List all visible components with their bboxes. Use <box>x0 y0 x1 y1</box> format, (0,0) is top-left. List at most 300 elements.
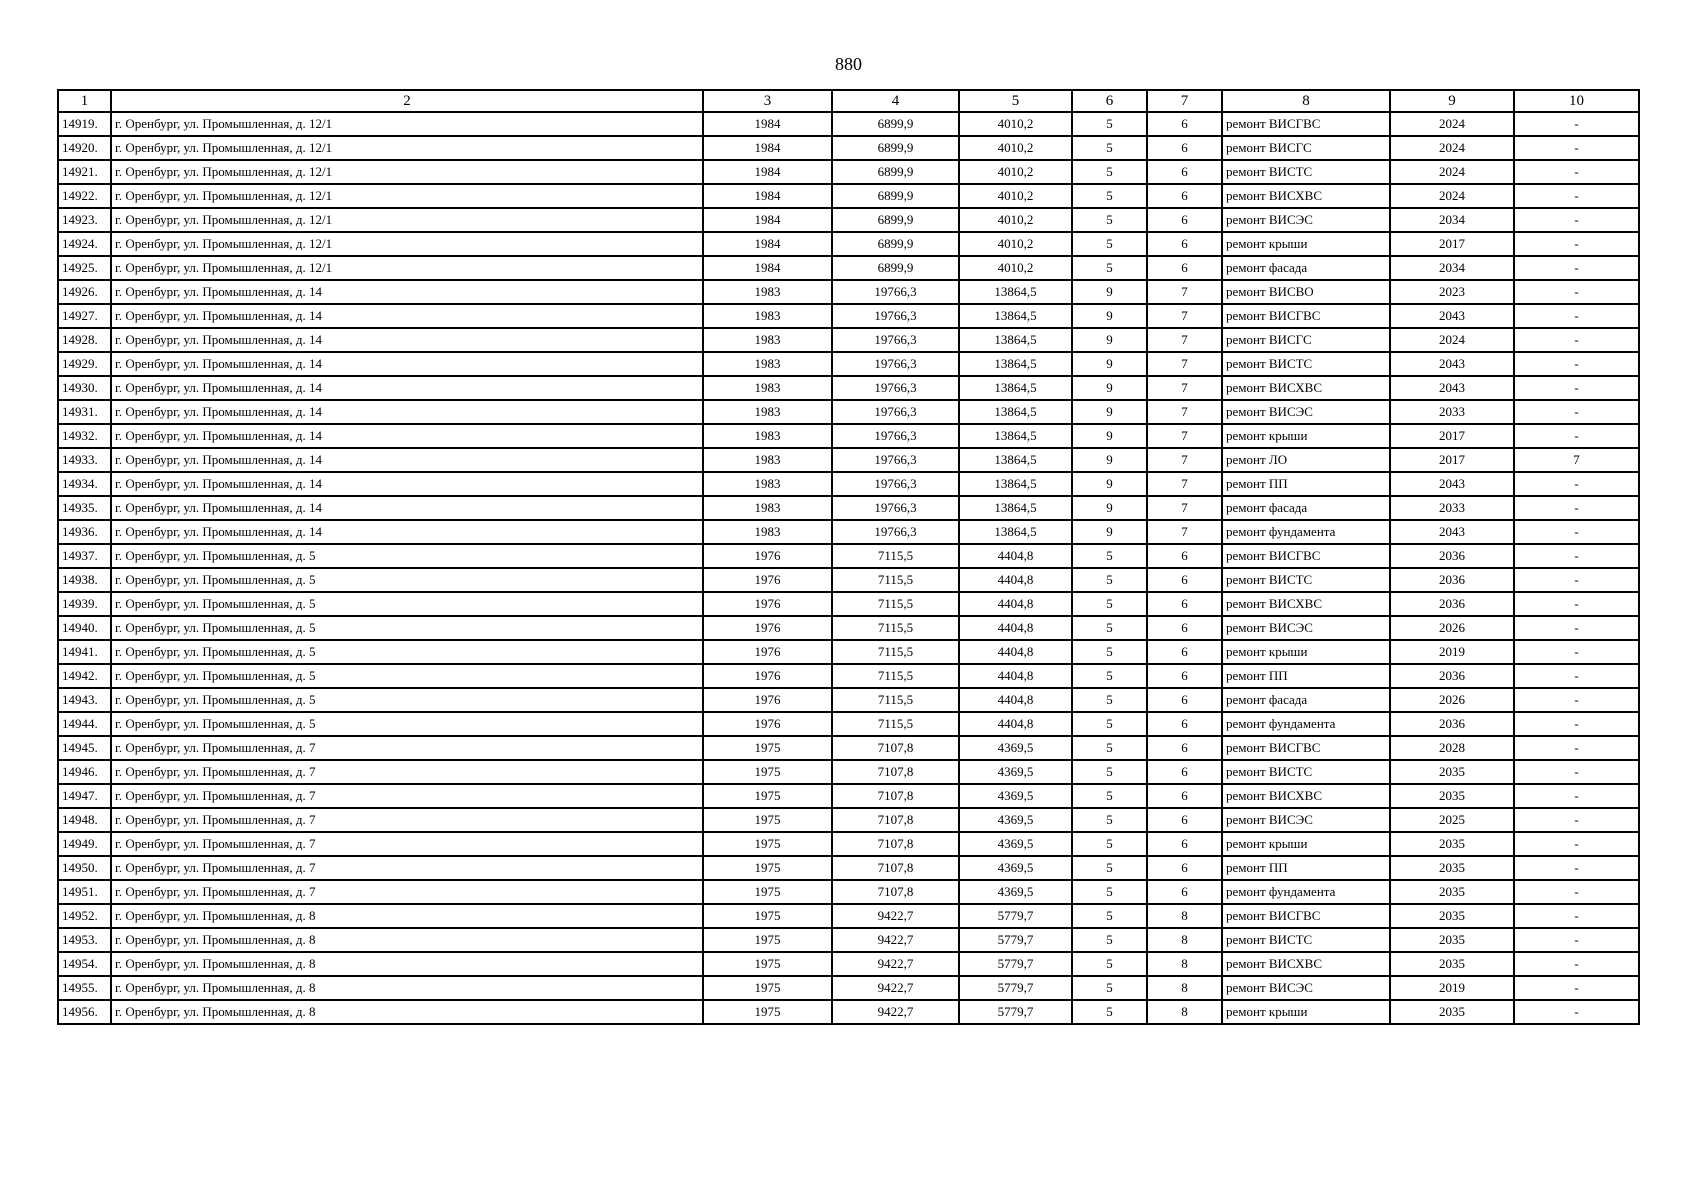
living-area-cell: 4404,8 <box>959 688 1072 712</box>
work-type-cell: ремонт ВИСХВС <box>1222 184 1390 208</box>
row-number-cell: 14923. <box>58 208 111 232</box>
planned-year-cell: 2028 <box>1390 736 1514 760</box>
living-area-cell: 4404,8 <box>959 592 1072 616</box>
floors-cell: 5 <box>1072 232 1147 256</box>
living-area-cell: 13864,5 <box>959 472 1072 496</box>
floors-cell: 5 <box>1072 136 1147 160</box>
work-type-cell: ремонт ВИСХВС <box>1222 376 1390 400</box>
col7-cell: 8 <box>1147 928 1222 952</box>
living-area-cell: 4369,5 <box>959 784 1072 808</box>
floors-cell: 5 <box>1072 568 1147 592</box>
col10-cell: - <box>1514 496 1639 520</box>
col7-cell: 8 <box>1147 952 1222 976</box>
total-area-cell: 19766,3 <box>832 472 959 496</box>
planned-year-cell: 2035 <box>1390 904 1514 928</box>
table-row <box>58 712 1639 736</box>
floors-cell: 5 <box>1072 112 1147 136</box>
living-area-cell: 13864,5 <box>959 448 1072 472</box>
total-area-cell: 19766,3 <box>832 400 959 424</box>
work-type-cell: ремонт ВИСЭС <box>1222 400 1390 424</box>
row-number-cell: 14933. <box>58 448 111 472</box>
table-row <box>58 472 1639 496</box>
floors-cell: 9 <box>1072 520 1147 544</box>
col7-cell: 6 <box>1147 184 1222 208</box>
col7-cell: 7 <box>1147 304 1222 328</box>
col10-cell: - <box>1514 904 1639 928</box>
col10-cell: - <box>1514 760 1639 784</box>
column-header: 9 <box>1390 90 1514 112</box>
address-cell: г. Оренбург, ул. Промышленная, д. 8 <box>111 1000 703 1024</box>
col7-cell: 6 <box>1147 256 1222 280</box>
living-area-cell: 5779,7 <box>959 904 1072 928</box>
floors-cell: 5 <box>1072 736 1147 760</box>
planned-year-cell: 2035 <box>1390 1000 1514 1024</box>
address-cell: г. Оренбург, ул. Промышленная, д. 14 <box>111 328 703 352</box>
address-cell: г. Оренбург, ул. Промышленная, д. 7 <box>111 880 703 904</box>
year-cell: 1983 <box>703 424 832 448</box>
total-area-cell: 19766,3 <box>832 304 959 328</box>
total-area-cell: 9422,7 <box>832 928 959 952</box>
row-number-cell: 14946. <box>58 760 111 784</box>
address-cell: г. Оренбург, ул. Промышленная, д. 12/1 <box>111 256 703 280</box>
work-type-cell: ремонт ВИСГВС <box>1222 112 1390 136</box>
address-cell: г. Оренбург, ул. Промышленная, д. 12/1 <box>111 160 703 184</box>
floors-cell: 9 <box>1072 280 1147 304</box>
row-number-cell: 14952. <box>58 904 111 928</box>
floors-cell: 5 <box>1072 808 1147 832</box>
planned-year-cell: 2043 <box>1390 376 1514 400</box>
total-area-cell: 7115,5 <box>832 592 959 616</box>
planned-year-cell: 2024 <box>1390 328 1514 352</box>
address-cell: г. Оренбург, ул. Промышленная, д. 14 <box>111 376 703 400</box>
work-type-cell: ремонт ВИСЭС <box>1222 208 1390 232</box>
col7-cell: 8 <box>1147 1000 1222 1024</box>
table-row <box>58 832 1639 856</box>
total-area-cell: 6899,9 <box>832 112 959 136</box>
table-row <box>58 928 1639 952</box>
floors-cell: 5 <box>1072 784 1147 808</box>
col7-cell: 6 <box>1147 568 1222 592</box>
table-row <box>58 112 1639 136</box>
living-area-cell: 13864,5 <box>959 328 1072 352</box>
address-cell: г. Оренбург, ул. Промышленная, д. 8 <box>111 928 703 952</box>
col10-cell: - <box>1514 328 1639 352</box>
address-cell: г. Оренбург, ул. Промышленная, д. 7 <box>111 760 703 784</box>
address-cell: г. Оренбург, ул. Промышленная, д. 5 <box>111 640 703 664</box>
row-number-cell: 14930. <box>58 376 111 400</box>
planned-year-cell: 2035 <box>1390 784 1514 808</box>
address-cell: г. Оренбург, ул. Промышленная, д. 5 <box>111 688 703 712</box>
table-row <box>58 520 1639 544</box>
table-row <box>58 688 1639 712</box>
row-number-cell: 14934. <box>58 472 111 496</box>
table-row <box>58 352 1639 376</box>
living-area-cell: 13864,5 <box>959 520 1072 544</box>
living-area-cell: 4010,2 <box>959 136 1072 160</box>
address-cell: г. Оренбург, ул. Промышленная, д. 7 <box>111 784 703 808</box>
col10-cell: - <box>1514 424 1639 448</box>
floors-cell: 9 <box>1072 304 1147 328</box>
floors-cell: 9 <box>1072 328 1147 352</box>
year-cell: 1976 <box>703 616 832 640</box>
table-row <box>58 904 1639 928</box>
planned-year-cell: 2033 <box>1390 400 1514 424</box>
total-area-cell: 6899,9 <box>832 160 959 184</box>
col10-cell: - <box>1514 688 1639 712</box>
column-header: 4 <box>832 90 959 112</box>
col10-cell: - <box>1514 952 1639 976</box>
address-cell: г. Оренбург, ул. Промышленная, д. 7 <box>111 808 703 832</box>
planned-year-cell: 2036 <box>1390 664 1514 688</box>
col10-cell: - <box>1514 712 1639 736</box>
year-cell: 1983 <box>703 400 832 424</box>
floors-cell: 9 <box>1072 400 1147 424</box>
table-row <box>58 856 1639 880</box>
year-cell: 1975 <box>703 904 832 928</box>
living-area-cell: 4369,5 <box>959 736 1072 760</box>
table-row <box>58 808 1639 832</box>
work-type-cell: ремонт ВИСТС <box>1222 928 1390 952</box>
row-number-cell: 14948. <box>58 808 111 832</box>
planned-year-cell: 2035 <box>1390 856 1514 880</box>
total-area-cell: 7107,8 <box>832 832 959 856</box>
floors-cell: 9 <box>1072 496 1147 520</box>
col7-cell: 7 <box>1147 448 1222 472</box>
year-cell: 1975 <box>703 808 832 832</box>
address-cell: г. Оренбург, ул. Промышленная, д. 14 <box>111 496 703 520</box>
living-area-cell: 4369,5 <box>959 832 1072 856</box>
planned-year-cell: 2017 <box>1390 232 1514 256</box>
total-area-cell: 19766,3 <box>832 280 959 304</box>
col10-cell: - <box>1514 1000 1639 1024</box>
floors-cell: 5 <box>1072 928 1147 952</box>
work-type-cell: ремонт крыши <box>1222 832 1390 856</box>
col10-cell: - <box>1514 664 1639 688</box>
year-cell: 1984 <box>703 208 832 232</box>
planned-year-cell: 2036 <box>1390 568 1514 592</box>
col7-cell: 6 <box>1147 136 1222 160</box>
address-cell: г. Оренбург, ул. Промышленная, д. 5 <box>111 664 703 688</box>
total-area-cell: 7115,5 <box>832 640 959 664</box>
total-area-cell: 9422,7 <box>832 976 959 1000</box>
total-area-cell: 7115,5 <box>832 568 959 592</box>
table-row <box>58 880 1639 904</box>
work-type-cell: ремонт ВИСВО <box>1222 280 1390 304</box>
row-number-cell: 14949. <box>58 832 111 856</box>
work-type-cell: ремонт ВИСГВС <box>1222 544 1390 568</box>
col10-cell: - <box>1514 808 1639 832</box>
col7-cell: 6 <box>1147 592 1222 616</box>
row-number-cell: 14938. <box>58 568 111 592</box>
address-cell: г. Оренбург, ул. Промышленная, д. 14 <box>111 448 703 472</box>
table-row <box>58 976 1639 1000</box>
year-cell: 1976 <box>703 640 832 664</box>
floors-cell: 9 <box>1072 376 1147 400</box>
living-area-cell: 4404,8 <box>959 640 1072 664</box>
col10-cell: - <box>1514 880 1639 904</box>
col10-cell: - <box>1514 928 1639 952</box>
col7-cell: 6 <box>1147 544 1222 568</box>
planned-year-cell: 2024 <box>1390 184 1514 208</box>
work-type-cell: ремонт ВИСГС <box>1222 328 1390 352</box>
year-cell: 1975 <box>703 952 832 976</box>
planned-year-cell: 2043 <box>1390 304 1514 328</box>
living-area-cell: 5779,7 <box>959 952 1072 976</box>
total-area-cell: 6899,9 <box>832 184 959 208</box>
row-number-cell: 14945. <box>58 736 111 760</box>
column-header: 6 <box>1072 90 1147 112</box>
total-area-cell: 19766,3 <box>832 448 959 472</box>
total-area-cell: 9422,7 <box>832 1000 959 1024</box>
address-cell: г. Оренбург, ул. Промышленная, д. 14 <box>111 472 703 496</box>
header-row <box>58 90 1639 112</box>
work-type-cell: ремонт ПП <box>1222 472 1390 496</box>
year-cell: 1983 <box>703 304 832 328</box>
column-header: 2 <box>111 90 703 112</box>
work-type-cell: ремонт крыши <box>1222 232 1390 256</box>
table-row <box>58 280 1639 304</box>
address-cell: г. Оренбург, ул. Промышленная, д. 5 <box>111 568 703 592</box>
living-area-cell: 4010,2 <box>959 184 1072 208</box>
address-cell: г. Оренбург, ул. Промышленная, д. 8 <box>111 952 703 976</box>
col7-cell: 8 <box>1147 976 1222 1000</box>
table-row <box>58 784 1639 808</box>
living-area-cell: 4369,5 <box>959 880 1072 904</box>
col7-cell: 6 <box>1147 856 1222 880</box>
total-area-cell: 6899,9 <box>832 232 959 256</box>
address-cell: г. Оренбург, ул. Промышленная, д. 14 <box>111 280 703 304</box>
col10-cell: - <box>1514 280 1639 304</box>
floors-cell: 5 <box>1072 712 1147 736</box>
living-area-cell: 4369,5 <box>959 760 1072 784</box>
planned-year-cell: 2023 <box>1390 280 1514 304</box>
address-cell: г. Оренбург, ул. Промышленная, д. 14 <box>111 304 703 328</box>
year-cell: 1976 <box>703 712 832 736</box>
table-row <box>58 136 1639 160</box>
year-cell: 1983 <box>703 448 832 472</box>
row-number-cell: 14935. <box>58 496 111 520</box>
col10-cell: - <box>1514 208 1639 232</box>
floors-cell: 9 <box>1072 352 1147 376</box>
col10-cell: - <box>1514 184 1639 208</box>
planned-year-cell: 2024 <box>1390 160 1514 184</box>
address-cell: г. Оренбург, ул. Промышленная, д. 5 <box>111 544 703 568</box>
work-type-cell: ремонт фасада <box>1222 688 1390 712</box>
work-type-cell: ремонт ВИСГВС <box>1222 304 1390 328</box>
total-area-cell: 19766,3 <box>832 424 959 448</box>
repair-schedule-table <box>57 89 1640 1025</box>
living-area-cell: 13864,5 <box>959 376 1072 400</box>
work-type-cell: ремонт ВИСГС <box>1222 136 1390 160</box>
col10-cell: - <box>1514 592 1639 616</box>
page-number: 880 <box>835 54 862 74</box>
col7-cell: 6 <box>1147 232 1222 256</box>
column-header: 5 <box>959 90 1072 112</box>
address-cell: г. Оренбург, ул. Промышленная, д. 12/1 <box>111 136 703 160</box>
row-number-cell: 14921. <box>58 160 111 184</box>
year-cell: 1976 <box>703 664 832 688</box>
work-type-cell: ремонт ВИСТС <box>1222 568 1390 592</box>
planned-year-cell: 2043 <box>1390 520 1514 544</box>
total-area-cell: 7107,8 <box>832 736 959 760</box>
year-cell: 1983 <box>703 496 832 520</box>
work-type-cell: ремонт ВИСГВС <box>1222 904 1390 928</box>
col10-cell: - <box>1514 304 1639 328</box>
col7-cell: 6 <box>1147 808 1222 832</box>
row-number-cell: 14931. <box>58 400 111 424</box>
work-type-cell: ремонт ВИСТС <box>1222 352 1390 376</box>
year-cell: 1984 <box>703 256 832 280</box>
floors-cell: 9 <box>1072 448 1147 472</box>
living-area-cell: 4010,2 <box>959 208 1072 232</box>
address-cell: г. Оренбург, ул. Промышленная, д. 8 <box>111 904 703 928</box>
work-type-cell: ремонт ЛО <box>1222 448 1390 472</box>
living-area-cell: 4010,2 <box>959 112 1072 136</box>
work-type-cell: ремонт ПП <box>1222 856 1390 880</box>
address-cell: г. Оренбург, ул. Промышленная, д. 14 <box>111 520 703 544</box>
row-number-cell: 14919. <box>58 112 111 136</box>
year-cell: 1984 <box>703 184 832 208</box>
work-type-cell: ремонт фасада <box>1222 256 1390 280</box>
work-type-cell: ремонт ВИСГВС <box>1222 736 1390 760</box>
floors-cell: 5 <box>1072 976 1147 1000</box>
col10-cell: 7 <box>1514 448 1639 472</box>
living-area-cell: 13864,5 <box>959 280 1072 304</box>
work-type-cell: ремонт крыши <box>1222 640 1390 664</box>
work-type-cell: ремонт ВИСТС <box>1222 760 1390 784</box>
floors-cell: 5 <box>1072 160 1147 184</box>
planned-year-cell: 2024 <box>1390 112 1514 136</box>
row-number-cell: 14939. <box>58 592 111 616</box>
living-area-cell: 13864,5 <box>959 424 1072 448</box>
address-cell: г. Оренбург, ул. Промышленная, д. 5 <box>111 592 703 616</box>
year-cell: 1975 <box>703 784 832 808</box>
work-type-cell: ремонт фундамента <box>1222 712 1390 736</box>
table-row <box>58 592 1639 616</box>
column-header: 1 <box>58 90 111 112</box>
planned-year-cell: 2033 <box>1390 496 1514 520</box>
address-cell: г. Оренбург, ул. Промышленная, д. 7 <box>111 856 703 880</box>
row-number-cell: 14929. <box>58 352 111 376</box>
table-row <box>58 304 1639 328</box>
address-cell: г. Оренбург, ул. Промышленная, д. 8 <box>111 976 703 1000</box>
year-cell: 1976 <box>703 688 832 712</box>
planned-year-cell: 2036 <box>1390 592 1514 616</box>
col10-cell: - <box>1514 400 1639 424</box>
address-cell: г. Оренбург, ул. Промышленная, д. 14 <box>111 400 703 424</box>
living-area-cell: 13864,5 <box>959 400 1072 424</box>
total-area-cell: 7115,5 <box>832 688 959 712</box>
year-cell: 1983 <box>703 352 832 376</box>
work-type-cell: ремонт крыши <box>1222 1000 1390 1024</box>
total-area-cell: 7115,5 <box>832 712 959 736</box>
row-number-cell: 14954. <box>58 952 111 976</box>
total-area-cell: 19766,3 <box>832 328 959 352</box>
total-area-cell: 9422,7 <box>832 904 959 928</box>
year-cell: 1975 <box>703 856 832 880</box>
living-area-cell: 4010,2 <box>959 232 1072 256</box>
total-area-cell: 6899,9 <box>832 208 959 232</box>
col10-cell: - <box>1514 832 1639 856</box>
col7-cell: 7 <box>1147 280 1222 304</box>
work-type-cell: ремонт ВИСЭС <box>1222 808 1390 832</box>
living-area-cell: 13864,5 <box>959 496 1072 520</box>
year-cell: 1976 <box>703 568 832 592</box>
row-number-cell: 14950. <box>58 856 111 880</box>
work-type-cell: ремонт фундамента <box>1222 520 1390 544</box>
floors-cell: 5 <box>1072 664 1147 688</box>
col7-cell: 7 <box>1147 328 1222 352</box>
row-number-cell: 14926. <box>58 280 111 304</box>
planned-year-cell: 2025 <box>1390 808 1514 832</box>
table-row <box>58 1000 1639 1024</box>
address-cell: г. Оренбург, ул. Промышленная, д. 7 <box>111 736 703 760</box>
row-number-cell: 14925. <box>58 256 111 280</box>
col10-cell: - <box>1514 160 1639 184</box>
work-type-cell: ремонт крыши <box>1222 424 1390 448</box>
year-cell: 1975 <box>703 928 832 952</box>
year-cell: 1975 <box>703 880 832 904</box>
table-row <box>58 424 1639 448</box>
work-type-cell: ремонт ВИСХВС <box>1222 592 1390 616</box>
address-cell: г. Оренбург, ул. Промышленная, д. 7 <box>111 832 703 856</box>
living-area-cell: 4404,8 <box>959 712 1072 736</box>
floors-cell: 5 <box>1072 760 1147 784</box>
year-cell: 1984 <box>703 160 832 184</box>
row-number-cell: 14937. <box>58 544 111 568</box>
table-row <box>58 232 1639 256</box>
planned-year-cell: 2019 <box>1390 640 1514 664</box>
year-cell: 1983 <box>703 280 832 304</box>
planned-year-cell: 2043 <box>1390 472 1514 496</box>
floors-cell: 5 <box>1072 616 1147 640</box>
table-row <box>58 496 1639 520</box>
total-area-cell: 19766,3 <box>832 352 959 376</box>
col7-cell: 6 <box>1147 712 1222 736</box>
table-row <box>58 376 1639 400</box>
planned-year-cell: 2043 <box>1390 352 1514 376</box>
address-cell: г. Оренбург, ул. Промышленная, д. 14 <box>111 424 703 448</box>
table-row <box>58 160 1639 184</box>
col10-cell: - <box>1514 352 1639 376</box>
col7-cell: 7 <box>1147 472 1222 496</box>
table-row <box>58 448 1639 472</box>
total-area-cell: 19766,3 <box>832 376 959 400</box>
col7-cell: 8 <box>1147 904 1222 928</box>
col10-cell: - <box>1514 640 1639 664</box>
floors-cell: 9 <box>1072 472 1147 496</box>
table-row <box>58 760 1639 784</box>
col10-cell: - <box>1514 472 1639 496</box>
year-cell: 1984 <box>703 232 832 256</box>
row-number-cell: 14927. <box>58 304 111 328</box>
work-type-cell: ремонт ПП <box>1222 664 1390 688</box>
col7-cell: 6 <box>1147 160 1222 184</box>
row-number-cell: 14936. <box>58 520 111 544</box>
planned-year-cell: 2026 <box>1390 616 1514 640</box>
total-area-cell: 9422,7 <box>832 952 959 976</box>
living-area-cell: 4010,2 <box>959 160 1072 184</box>
living-area-cell: 5779,7 <box>959 976 1072 1000</box>
work-type-cell: ремонт ВИСХВС <box>1222 784 1390 808</box>
col10-cell: - <box>1514 736 1639 760</box>
planned-year-cell: 2034 <box>1390 208 1514 232</box>
year-cell: 1975 <box>703 736 832 760</box>
col7-cell: 6 <box>1147 736 1222 760</box>
row-number-cell: 14943. <box>58 688 111 712</box>
living-area-cell: 4010,2 <box>959 256 1072 280</box>
living-area-cell: 5779,7 <box>959 1000 1072 1024</box>
